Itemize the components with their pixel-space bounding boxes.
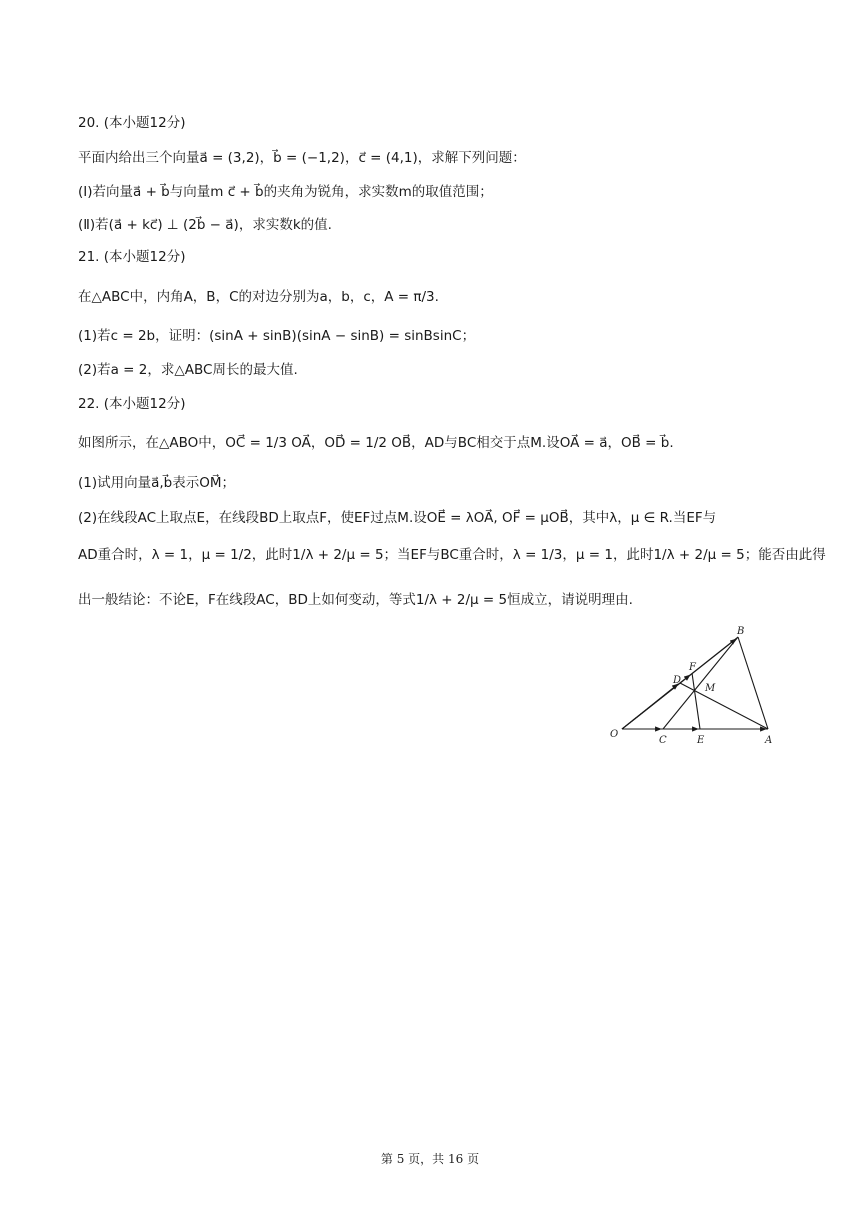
q20-stem: 平面内给出三个向量a⃗ = (3,2)，b⃗ = (−1,2)，c⃗ = (4,1)，求解下列问题： [78,150,526,166]
q22-part2-line1: (2)在线段AC上取点E，在线段BD上取点F，使EF过点M.设OE⃗ = λOA⃗, OF⃗ = μOB⃗，其中λ，μ ∈ R.当EF与 [78,510,717,526]
q21-header: 21. (本小题12分) [78,249,186,265]
q21-stem: 在△ABC中，内角A，B，C的对边分别为a，b，c，A = π/3. [78,289,439,305]
label-M: M [705,683,716,694]
q20-part2: (Ⅱ)若(a⃗ + kc⃗) ⊥ (2b⃗ − a⃗)，求实数k的值. [78,217,332,233]
label-A: A [765,735,773,746]
label-F: F [689,662,696,673]
triangle-figure [605,622,785,750]
q21-part2: (2)若a = 2，求△ABC周长的最大值. [78,362,298,378]
label-B: B [737,626,745,637]
q22-stem: 如图所示，在△ABO中，OC⃗ = 1/3 OA⃗，OD⃗ = 1/2 OB⃗，AD与BC相交于点M.设OA⃗ = a⃗，OB⃗ = b⃗. [78,435,674,451]
label-O: O [610,729,619,740]
q20-part1: (Ⅰ)若向量a⃗ + b⃗与向量m c⃗ + b⃗的夹角为锐角，求实数m的取值范围； [78,184,493,200]
q22-part2-line3: 出一般结论：不论E，F在线段AC，BD上如何变动，等式1/λ + 2/μ = 5恒成立，请说明理由. [78,592,633,608]
q22-part1: (1)试用向量a⃗,b⃗表示OM⃗； [78,475,236,491]
q22-header: 22. (本小题12分) [78,396,186,412]
label-E: E [697,735,705,746]
label-C: C [659,735,667,746]
q22-part2-line2: AD重合时，λ = 1，μ = 1/2，此时1/λ + 2/μ = 5；当EF与BC重合时，λ = 1/3，μ = 1，此时1/λ + 2/μ = 5；能否由此得 [78,547,826,563]
q20-header: 20. (本小题12分) [78,115,186,131]
label-D: D [673,675,682,686]
page-footer: 第 5 页，共 16 页 [380,1152,480,1166]
segment-EF [692,673,700,729]
q21-part1: (1)若c = 2b，证明：(sinA + sinB)(sinA − sinB) = sinBsinC； [78,328,476,344]
